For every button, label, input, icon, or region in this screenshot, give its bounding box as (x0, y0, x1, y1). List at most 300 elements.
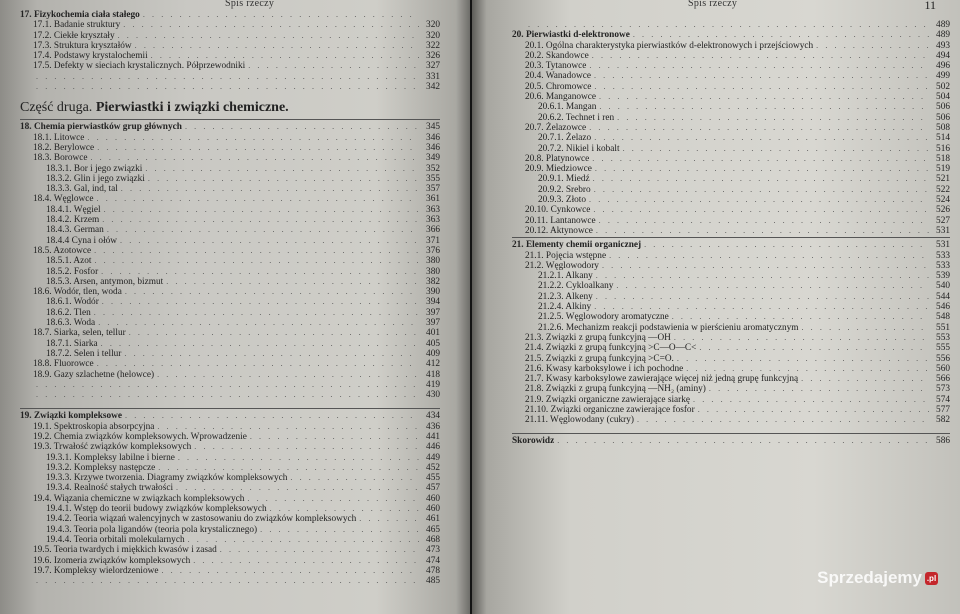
toc-entry (20, 463, 440, 473)
toc-entry (20, 205, 440, 215)
leader-dots (594, 82, 929, 92)
toc-entry-page: 485 (426, 576, 440, 587)
toc-entry-page: 390 (426, 287, 440, 298)
toc-entry-page: 361 (426, 194, 440, 205)
toc-entry-page: 412 (426, 359, 440, 370)
toc-entry (20, 514, 440, 524)
toc-entry-page: 331 (426, 71, 440, 82)
toc-entry-title: 18.4.3. German (46, 225, 104, 236)
leader-dots (594, 133, 929, 143)
toc-entry (512, 354, 950, 364)
toc-entry-title: 18.1. Litowce (33, 132, 85, 143)
leader-dots (94, 308, 419, 318)
toc-entry (512, 384, 950, 394)
toc-entry-page: 493 (936, 40, 950, 51)
toc-entry-title: 21.8. Związki z grupą funkcyjną —NH₂ (aminy) (525, 384, 706, 395)
toc-entry-title: 21.2.3. Alkeny (538, 291, 593, 302)
toc-entry-title: 17.4. Podstawy krystalochemii (33, 51, 148, 62)
leader-dots (290, 473, 419, 483)
toc-entry-page: 366 (426, 225, 440, 236)
toc-entry-title: 21.11. Węglowodany (cukry) (525, 415, 634, 426)
leader-dots (145, 164, 419, 174)
leader-dots (709, 384, 929, 394)
toc-entry (20, 164, 440, 174)
leader-dots (107, 225, 419, 235)
toc-entry (20, 20, 440, 30)
toc-entry-title: 17. Fizykochemia ciała stałego (20, 10, 140, 20)
part-heading (20, 98, 440, 118)
leader-dots (188, 535, 419, 545)
toc-entry (20, 133, 440, 143)
toc-entry-page: 327 (426, 61, 440, 72)
toc-entry-page: 452 (426, 462, 440, 473)
toc-entry-page: 494 (936, 50, 950, 61)
toc-entry-page: 460 (426, 504, 440, 515)
toc-entry-page: 527 (936, 215, 950, 226)
leader-dots (151, 51, 419, 61)
toc-entry-page: 346 (426, 132, 440, 143)
leader-dots (589, 195, 929, 205)
toc-entry (512, 405, 950, 415)
toc-entry (20, 31, 440, 41)
toc-entry-title: 19. Związki kompleksowe (20, 411, 123, 422)
toc-entry-page: 320 (426, 20, 440, 31)
toc-entry-title: 19.4.3. Teoria pola ligandów (teoria pola krystalicznego) (46, 524, 258, 535)
leader-dots (592, 51, 929, 61)
leader-dots (36, 576, 419, 586)
leader-dots (129, 328, 419, 338)
toc-entry-title: 19.4.1. Wstęp do teorii budowy związków kompleksowych (46, 504, 267, 515)
toc-entry (512, 374, 950, 384)
toc-entry (512, 195, 950, 205)
toc-entry-title: 18.7.2. Selen i tellur (46, 348, 122, 359)
leader-dots (125, 411, 419, 421)
leader-dots (97, 194, 420, 204)
toc-entry (512, 92, 950, 102)
leader-dots (594, 71, 929, 81)
leader-dots (121, 184, 419, 194)
leader-dots (693, 395, 929, 405)
leader-dots (557, 436, 929, 446)
toc-entry-page: 553 (936, 332, 950, 343)
toc-entry-page: 430 (426, 390, 440, 401)
toc-entry-title: 21.2.2. Cykloalkany (538, 281, 614, 292)
toc-entry (20, 143, 440, 153)
toc-entry (20, 328, 440, 338)
leader-dots (36, 380, 419, 390)
toc-entry-page: 504 (936, 92, 950, 103)
toc-entry-title: 19.3.2. Kompleksy następcze (46, 462, 156, 473)
toc-entry (20, 339, 440, 349)
toc-entry-page: 499 (936, 71, 950, 82)
leader-dots (125, 287, 419, 297)
watermark-text: Sprzedajemy (817, 568, 922, 587)
toc-entry-page: 506 (936, 102, 950, 113)
leader-dots (161, 566, 419, 576)
leader-dots (677, 354, 929, 364)
toc-entry-page: 457 (426, 483, 440, 494)
toc-entry (20, 566, 440, 576)
toc-entry-page: 508 (936, 122, 950, 133)
toc-entry (20, 41, 440, 51)
toc-entry-page: 409 (426, 348, 440, 359)
toc-entry-page: 489 (936, 20, 950, 30)
toc-entry-title: 18.3. Borowce (33, 153, 88, 164)
leader-dots (596, 292, 929, 302)
toc-section-19 (20, 411, 440, 586)
leader-dots (602, 261, 929, 271)
leader-dots (101, 267, 419, 277)
toc-entry (20, 380, 440, 390)
toc-entry-title: 18.3.3. Gal, ind, tal (46, 184, 118, 195)
toc-entry-title: 19.2. Chemia związków kompleksowych. Wprowadzenie (33, 431, 247, 442)
toc-entry (512, 292, 950, 302)
leader-dots (247, 494, 419, 504)
toc-entry-page: 357 (426, 184, 440, 195)
leader-dots (102, 215, 419, 225)
toc-entry (512, 216, 950, 226)
leader-dots (176, 483, 419, 493)
toc-entry (512, 281, 950, 291)
leader-dots (166, 277, 419, 287)
toc-entry-title: 19.5. Teoria twardych i miękkich kwasów i zasad (33, 545, 217, 556)
toc-entry (512, 102, 950, 112)
toc-entry-page: 489 (936, 30, 950, 41)
leader-dots (185, 122, 419, 132)
toc-entry-page: 502 (936, 81, 950, 92)
toc-section-20 (512, 20, 950, 236)
watermark-badge: .pl (926, 573, 937, 583)
toc-entry-page: 474 (426, 555, 440, 566)
leader-dots (801, 323, 929, 333)
leader-dots (135, 41, 419, 51)
toc-entry-title: 18.2. Berylowce (33, 142, 95, 153)
toc-entry (20, 51, 440, 61)
toc-entry-page: 526 (936, 205, 950, 216)
toc-entry-title: 17.2. Ciekłe kryształy (33, 30, 115, 41)
toc-entry-page: 548 (936, 312, 950, 323)
toc-entry-title: 21.2.5. Węglowodory aromatyczne (538, 312, 669, 323)
toc-entry-page: 397 (426, 318, 440, 329)
leader-dots (633, 30, 929, 40)
leader-dots (260, 525, 419, 535)
toc-entry-title: 18.5.3. Arsen, antymon, bizmut (46, 276, 164, 287)
leader-dots (617, 113, 929, 123)
divider (512, 237, 950, 238)
toc-entry-page: 363 (426, 204, 440, 215)
toc-entry-page: 582 (936, 415, 950, 426)
toc-entry (20, 411, 440, 421)
leader-dots (220, 545, 419, 555)
toc-entry-page: 473 (426, 545, 440, 556)
part-title: Część druga. (20, 100, 93, 116)
toc-entry-page: 434 (426, 411, 440, 422)
leader-dots (816, 41, 929, 51)
toc-entry-page: 342 (426, 82, 440, 93)
toc-entry-title: Skorowidz (512, 435, 555, 446)
left-head (20, 0, 440, 10)
toc-entry-title: 19.6. Izomeria związków kompleksowych (33, 555, 191, 566)
toc-entry-title: 18.3.1. Bor i jego związki (46, 163, 143, 174)
toc-entry-page: 363 (426, 215, 440, 226)
leader-dots (143, 10, 419, 20)
leader-dots (148, 174, 419, 184)
toc-entry-title: 20.2. Skandowce (525, 50, 589, 61)
toc-entry (512, 251, 950, 261)
toc-entry (512, 41, 950, 51)
toc-section-21 (512, 240, 950, 425)
toc-entry-page: 524 (936, 195, 950, 206)
toc-entry-title: 18.7.1. Siarka (46, 338, 98, 349)
toc-entry-page: 546 (936, 302, 950, 313)
part-subtitle: Pierwiastki i związki chemiczne. (95, 100, 289, 116)
toc-entry (512, 20, 950, 30)
leader-dots (599, 216, 929, 226)
toc-entry-page: 522 (936, 184, 950, 195)
toc-entry-title: 18.5.2. Fosfor (46, 266, 99, 277)
toc-entry-title: 21.10. Związki organiczne zawierające fosfor (525, 404, 695, 415)
leader-dots (124, 349, 419, 359)
toc-entry (20, 72, 440, 82)
leader-dots (90, 153, 419, 163)
toc-entry (512, 51, 950, 61)
toc-entry-title: 20.9.3. Złoto (538, 195, 587, 206)
toc-entry (20, 297, 440, 307)
toc-entry-page: 455 (426, 473, 440, 484)
toc-entry-title: 20.9.2. Srebro (538, 184, 591, 195)
toc-entry (20, 349, 440, 359)
leader-dots (359, 514, 419, 524)
leader-dots (36, 72, 419, 82)
page-number: 11 (924, 0, 936, 12)
toc-entry (20, 318, 440, 328)
toc-entry-page: 514 (936, 133, 950, 144)
toc-entry-title: 20.4. Wanadowce (525, 71, 591, 82)
leader-dots (248, 61, 419, 71)
toc-entry (512, 133, 950, 143)
toc-entry (20, 82, 440, 92)
toc-entry (512, 164, 950, 174)
leader-dots (97, 359, 419, 369)
toc-entry-title: 19.4.2. Teoria wiązań walencyjnych w zastosowaniu do związków kompleksowych (46, 514, 357, 525)
toc-entry-page: 521 (936, 174, 950, 185)
leader-dots (609, 251, 929, 261)
toc-entry-page: 461 (426, 514, 440, 525)
toc-entry-page: 574 (936, 394, 950, 405)
leader-dots (123, 20, 419, 30)
toc-entry-title: 21.2.1. Alkany (538, 271, 593, 282)
leader-dots (158, 463, 419, 473)
right-page (472, 0, 960, 614)
toc-entry-page: 326 (426, 51, 440, 62)
leader-dots (193, 556, 419, 566)
toc-entry-page: 533 (936, 260, 950, 271)
toc-entry-page: 355 (426, 173, 440, 184)
leader-dots (594, 185, 929, 195)
toc-entry (20, 535, 440, 545)
toc-entry (20, 174, 440, 184)
toc-entry-title: 18.8. Fluorowce (33, 359, 94, 370)
toc-entry (512, 343, 950, 353)
toc-entry-title: 21.1. Pojęcia wstępne (525, 250, 607, 261)
toc-entry (512, 323, 950, 333)
toc-entry (20, 576, 440, 586)
leader-dots (616, 281, 929, 291)
toc-entry-title: 21.7. Kwasy karboksylowe zawierające więcej niż jedną grupę funkcyjną (525, 374, 799, 385)
leader-dots (94, 256, 419, 266)
toc-entry (20, 556, 440, 566)
toc-entry-page: 460 (426, 493, 440, 504)
toc-entry-title: 18.6. Wodór, tlen, woda (33, 287, 122, 298)
toc-entry (20, 494, 440, 504)
toc-entry-page: 566 (936, 374, 950, 385)
toc-entry-page: 446 (426, 442, 440, 453)
toc-entry-title: 18.6.3. Woda (46, 318, 96, 329)
leader-dots (596, 271, 929, 281)
toc-entry-page: 539 (936, 271, 950, 282)
toc-entry (512, 333, 950, 343)
leader-dots (102, 297, 419, 307)
toc-entry (20, 225, 440, 235)
toc-entry-page: 531 (936, 240, 950, 251)
toc-entry (512, 30, 950, 40)
toc-entry-page: 465 (426, 524, 440, 535)
toc-entry (512, 271, 950, 281)
toc-entry-title: 20.5. Chromowce (525, 81, 592, 92)
toc-entry-title: 21.3. Związki z grupą funkcyjną —OH (525, 332, 671, 343)
left-page (0, 0, 470, 614)
toc-entry-page: 496 (936, 61, 950, 72)
toc-entry-page: 320 (426, 30, 440, 41)
toc-entry-title: 21.9. Związki organiczne zawierające siarkę (525, 394, 691, 405)
toc-entry-title: 21. Elementy chemii organicznej (512, 240, 642, 251)
leader-dots (589, 123, 929, 133)
toc-entry-title: 20.12. Aktynowce (525, 225, 593, 236)
toc-entry-page: 436 (426, 421, 440, 432)
divider (20, 408, 440, 409)
toc-entry-title: 20.9. Miedziowce (525, 164, 592, 175)
leader-dots (94, 246, 419, 256)
toc-entry-page: 352 (426, 163, 440, 174)
toc-entry (20, 483, 440, 493)
toc-entry (20, 473, 440, 483)
toc-entry (20, 525, 440, 535)
toc-entry-page: 405 (426, 338, 440, 349)
leader-dots (104, 205, 419, 215)
toc-entry (512, 240, 950, 250)
toc-section-17 (20, 10, 440, 92)
toc-entry-title: 20.7.2. Nikiel i kobalt (538, 143, 620, 154)
toc-entry-page: 441 (426, 431, 440, 442)
toc-entry-title: 19.4. Wiązania chemiczne w związkach kompleksowych (33, 493, 245, 504)
leader-dots (599, 102, 929, 112)
toc-entry-page: 345 (426, 122, 440, 133)
toc-entry-title: 20.10. Cynkowce (525, 205, 591, 216)
toc-entry-page: 418 (426, 369, 440, 380)
toc-entry-page: 533 (936, 250, 950, 261)
toc-section-18 (20, 122, 440, 400)
leader-dots (592, 154, 929, 164)
toc-entry (20, 287, 440, 297)
toc-entry-page: 586 (936, 435, 950, 446)
leader-dots (270, 504, 419, 514)
toc-entry-title: 19.3. Trwałość związków kompleksowych (33, 442, 192, 453)
toc-entry-page: 506 (936, 112, 950, 123)
running-head: Spis rzeczy (225, 0, 275, 9)
watermark (817, 568, 938, 588)
toc-entry-title: 18.4.1. Węgiel (46, 204, 101, 215)
toc-entry (512, 226, 950, 236)
toc-entry-title: 21.2.4. Alkiny (538, 302, 592, 313)
leader-dots (623, 144, 929, 154)
toc-entry-title: 21.5. Związki z grupą funkcyjną >C=O. (525, 353, 674, 364)
toc-entry-title: 19.1. Spektroskopia absorpcyjna (33, 421, 155, 432)
toc-entry-page: 371 (426, 235, 440, 246)
toc-entry (512, 415, 950, 425)
leader-dots (157, 422, 419, 432)
toc-entry (512, 185, 950, 195)
toc-entry (20, 390, 440, 400)
toc-entry (20, 545, 440, 555)
toc-entry-page: 540 (936, 281, 950, 292)
toc-entry (20, 215, 440, 225)
toc-entry-page: 349 (426, 153, 440, 164)
toc-entry-page: 556 (936, 353, 950, 364)
toc-entry-page: 468 (426, 534, 440, 545)
toc-entry-title: 18.6.1. Wodór (46, 297, 99, 308)
toc-entry-title: 20.6. Manganowce (525, 92, 596, 103)
leader-dots (97, 143, 419, 153)
toc-entry-page: 531 (936, 225, 950, 236)
toc-entry-title: 20.6.2. Technet i ren (538, 112, 615, 123)
leader-dots (36, 390, 419, 400)
leader-dots (599, 92, 929, 102)
toc-entry-title: 19.3.1. Kompleksy labilne i bierne (46, 452, 175, 463)
toc-entry (20, 236, 440, 246)
toc-entry (20, 61, 440, 71)
toc-entry-page: 397 (426, 307, 440, 318)
leader-dots (250, 432, 419, 442)
leader-dots (637, 415, 929, 425)
toc-entry-title: 17.3. Struktura kryształów (33, 40, 132, 51)
toc-entry-page: 555 (936, 343, 950, 354)
toc-entry (512, 123, 950, 133)
toc-entry-page: 544 (936, 291, 950, 302)
toc-entry-title: 18.5.1. Azot (46, 256, 92, 267)
toc-entry-page: 577 (936, 404, 950, 415)
toc-entry (20, 184, 440, 194)
leader-dots (672, 312, 929, 322)
toc-entry-title: 18.3.2. Glin i jego związki (46, 173, 145, 184)
toc-entry-title: 18.4.2. Krzem (46, 215, 100, 226)
toc-entry (512, 154, 950, 164)
toc-entry-page: 380 (426, 256, 440, 267)
toc-entry-page: 419 (426, 379, 440, 390)
leader-dots (699, 343, 929, 353)
toc-entry-title: 20.7. Żelazowce (525, 122, 587, 133)
toc-entry-page: 519 (936, 164, 950, 175)
toc-entry-title: 20.1. Ogólna charakterystyka pierwiastków d-elektronowych i przejściowych (525, 40, 814, 51)
toc-entry-title: 20.3. Tytanowce (525, 61, 587, 72)
toc-entry-title: 19.3.3. Krzywe tworzenia. Diagramy związków kompleksowych (46, 473, 288, 484)
toc-entry-title: 19.4.4. Teoria orbitali molekularnych (46, 534, 185, 545)
toc-entry-title: 19.7. Kompleksy wielordzeniowe (33, 565, 159, 576)
toc-entry (512, 144, 950, 154)
toc-entry-title: 20.8. Platynowce (525, 153, 590, 164)
leader-dots (801, 374, 929, 384)
leader-dots (596, 226, 929, 236)
toc-entry-page: 478 (426, 565, 440, 576)
